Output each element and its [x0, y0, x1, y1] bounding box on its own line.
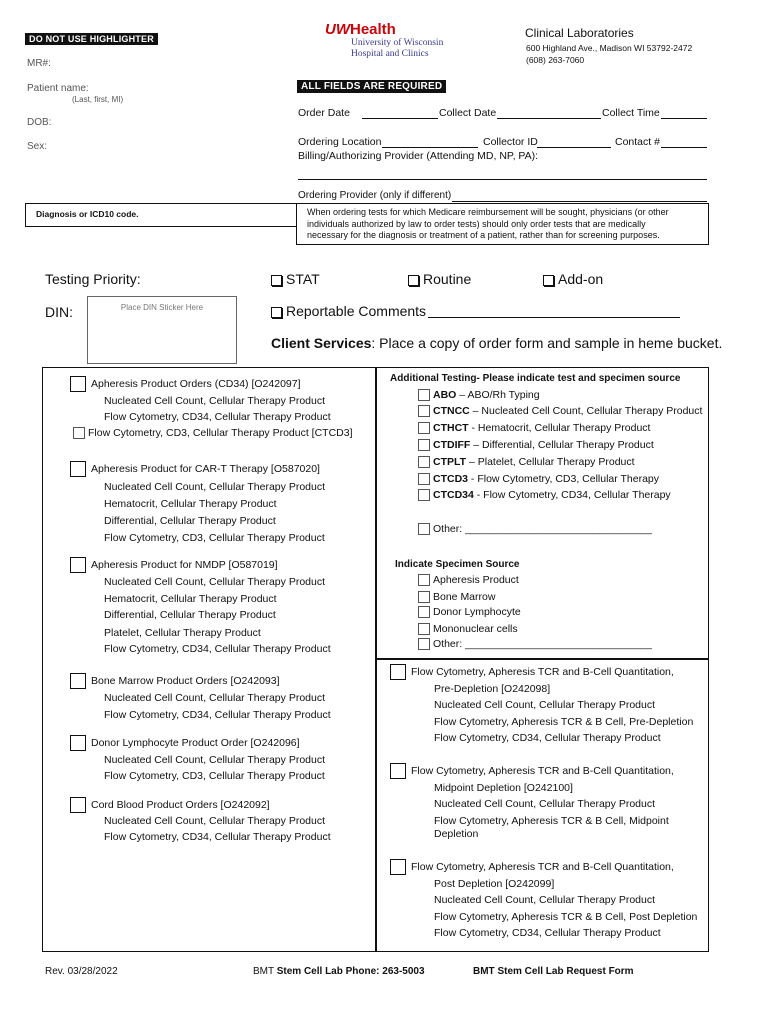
medicare-line-2: individuals authorized by law to order tests) should only order tests that are medically	[307, 218, 646, 229]
additional-testing-title: Additional Testing- Please indicate test and specimen source	[390, 373, 681, 384]
billing-provider-field[interactable]	[298, 179, 707, 180]
abo-text: – ABO/Rh Typing	[456, 389, 540, 401]
order-date-field[interactable]	[362, 118, 438, 119]
ctcd34-option[interactable]	[418, 489, 671, 501]
tcr-post-title-2: Post Depletion [O242099]	[434, 878, 555, 890]
ctncc-text: – Nucleated Cell Count, Cellular Therapy Product	[469, 405, 703, 417]
lab-address: 600 Highland Ave., Madison WI 53792-2472	[526, 43, 693, 53]
ctcd3-test-checkbox[interactable]	[418, 473, 430, 485]
ctdiff-text: – Differential, Cellular Therapy Product	[470, 439, 654, 451]
din-placeholder: Place DIN Sticker Here	[120, 303, 204, 312]
highlighter-warning: DO NOT USE HIGHLIGHTER	[25, 33, 158, 45]
addon-label: Add-on	[558, 271, 604, 287]
reportable-comments[interactable]	[271, 303, 426, 319]
diagnosis-label: Diagnosis or ICD10 code.	[36, 209, 139, 219]
abo-checkbox[interactable]	[418, 389, 430, 401]
ctcd34-code: CTCD34	[433, 489, 474, 501]
ctht-code: CTHCT	[433, 422, 469, 434]
specimen-apheresis[interactable]	[418, 574, 519, 586]
ctcd3-label: Flow Cytometry, CD3, Cellular Therapy Product [CTCD3]	[88, 427, 353, 439]
ctcd3-code: CTCD3	[433, 473, 469, 485]
g2-item: Nucleated Cell Count, Cellular Therapy Product	[104, 481, 326, 493]
addon-checkbox[interactable]	[543, 275, 554, 286]
ordering-provider-label: Ordering Provider (only if different)	[298, 190, 452, 201]
client-services-text: : Place a copy of order form and sample in heme bucket.	[371, 335, 723, 351]
billing-provider-label: Billing/Authorizing Provider (Attending MD, NP, PA):	[298, 150, 539, 162]
uw-health-logo	[325, 22, 443, 60]
g3-item: Nucleated Cell Count, Cellular Therapy Product	[104, 576, 326, 588]
specimen-apheresis-checkbox[interactable]	[418, 574, 430, 586]
g3-item: Flow Cytometry, CD34, Cellular Therapy Product	[104, 643, 331, 655]
ctht-text: - Hematocrit, Cellular Therapy Product	[468, 422, 651, 434]
client-services-title: Client Services	[271, 335, 372, 351]
g4-item: Flow Cytometry, CD34, Cellular Therapy Product	[104, 709, 331, 721]
apheresis-nmdp-checkbox[interactable]	[70, 557, 86, 573]
reportable-comments-field[interactable]	[428, 317, 680, 318]
ctcd34-text: - Flow Cytometry, CD34, Cellular Therapy	[473, 489, 671, 501]
tcr-mid-item: Nucleated Cell Count, Cellular Therapy Product	[434, 798, 656, 810]
apheresis-cart-title: Apheresis Product for CAR-T Therapy [O587020]	[91, 462, 320, 475]
ctplt-text: – Platelet, Cellular Therapy Product	[466, 456, 635, 468]
specimen-other-label: Other: ________________________________	[433, 638, 652, 650]
routine-label: Routine	[423, 271, 472, 287]
stat-option[interactable]	[271, 271, 320, 287]
tcr-pre-title-2: Pre-Depletion [O242098]	[434, 683, 551, 695]
client-services-note	[271, 335, 722, 351]
contact-label: Contact #	[615, 136, 660, 148]
footer-phone-prefix: BMT	[253, 966, 277, 977]
tcr-pre-item: Flow Cytometry, Apheresis TCR & B Cell, Pre-Depletion	[434, 716, 694, 728]
specimen-donor[interactable]	[418, 606, 521, 618]
patient-name-label: Patient name:	[27, 83, 89, 94]
ctplt-code: CTPLT	[433, 456, 467, 468]
ctncc-option[interactable]	[418, 405, 702, 417]
routine-option[interactable]	[408, 271, 471, 287]
g5-item: Nucleated Cell Count, Cellular Therapy Product	[104, 754, 326, 766]
donor-lymphocyte-checkbox[interactable]	[70, 735, 86, 751]
g3-item: Platelet, Cellular Therapy Product	[104, 627, 261, 639]
bone-marrow-order[interactable]	[70, 673, 280, 689]
stat-checkbox[interactable]	[271, 275, 282, 286]
footer-phone-number: Stem Cell Lab Phone: 263-5003	[276, 966, 425, 977]
g2-item: Hematocrit, Cellular Therapy Product	[104, 498, 277, 510]
ctncc-code: CTNCC	[433, 405, 470, 417]
reportable-checkbox[interactable]	[271, 307, 282, 318]
tcr-pre-depletion-order[interactable]	[390, 664, 674, 680]
g2-item: Differential, Cellular Therapy Product	[104, 515, 276, 527]
din-sticker-area[interactable]	[87, 296, 237, 364]
collect-time-label: Collect Time	[602, 107, 660, 119]
g3-item: Differential, Cellular Therapy Product	[104, 609, 276, 621]
routine-checkbox[interactable]	[408, 275, 419, 286]
logo-health: Health	[350, 21, 396, 38]
ctplt-checkbox[interactable]	[418, 456, 430, 468]
ctcd3-checkbox[interactable]	[73, 427, 85, 439]
collect-date-label: Collect Date	[439, 107, 497, 119]
g4-item: Nucleated Cell Count, Cellular Therapy Product	[104, 692, 326, 704]
mr-label: MR#:	[27, 58, 51, 69]
g6-item: Flow Cytometry, CD34, Cellular Therapy Product	[104, 831, 331, 843]
g1-item: Flow Cytometry, CD34, Cellular Therapy Product	[104, 411, 331, 423]
apheresis-cart-order[interactable]	[70, 461, 320, 477]
tcr-midpoint-order[interactable]	[390, 763, 674, 779]
ctplt-option[interactable]	[418, 456, 635, 468]
donor-lymphocyte-order[interactable]	[70, 735, 300, 751]
apheresis-nmdp-order[interactable]	[70, 557, 278, 573]
ctcd3-text: - Flow Cytometry, CD3, Cellular Therapy	[468, 473, 660, 485]
additional-other-option[interactable]	[418, 523, 652, 535]
g2-item: Flow Cytometry, CD3, Cellular Therapy Product	[104, 532, 325, 544]
apheresis-cart-checkbox[interactable]	[70, 461, 86, 477]
reportable-label: Reportable Comments	[286, 303, 427, 319]
specimen-bone-marrow-label: Bone Marrow	[433, 591, 496, 603]
logo-sub1: University of Wisconsin	[351, 38, 444, 48]
ctht-checkbox[interactable]	[418, 422, 430, 434]
cord-blood-title: Cord Blood Product Orders [O242092]	[91, 798, 270, 811]
specimen-other-checkbox[interactable]	[418, 638, 430, 650]
specimen-donor-label: Donor Lymphocyte	[433, 606, 521, 618]
g5-item: Flow Cytometry, CD3, Cellular Therapy Product	[104, 770, 325, 782]
tcr-post-title: Flow Cytometry, Apheresis TCR and B-Cell Quantitation,	[411, 860, 674, 873]
donor-lymphocyte-title: Donor Lymphocyte Product Order [O242096]	[91, 736, 300, 749]
apheresis-cd34-title: Apheresis Product Orders (CD34) [O242097]	[91, 377, 301, 390]
cord-blood-checkbox[interactable]	[70, 797, 86, 813]
bone-marrow-checkbox[interactable]	[70, 673, 86, 689]
ctncc-checkbox[interactable]	[418, 405, 430, 417]
din-label: DIN:	[45, 304, 73, 320]
tcr-pre-item: Flow Cytometry, CD34, Cellular Therapy Product	[434, 732, 661, 744]
contact-field[interactable]	[661, 147, 707, 148]
tcr-post-item: Flow Cytometry, CD34, Cellular Therapy Product	[434, 927, 661, 939]
tcr-post-item: Flow Cytometry, Apheresis TCR & B Cell, Post Depletion	[434, 911, 698, 923]
medicare-notice	[296, 203, 709, 245]
specimen-donor-checkbox[interactable]	[418, 606, 430, 618]
cord-blood-order[interactable]	[70, 797, 270, 813]
ordering-location-label: Ordering Location	[298, 136, 382, 148]
tcr-pre-title: Flow Cytometry, Apheresis TCR and B-Cell Quantitation,	[411, 665, 674, 678]
medicare-line-1: When ordering tests for which Medicare reimbursement will be sought, physicians (or other	[307, 207, 669, 217]
patient-name-hint: (Last, first, MI)	[72, 95, 124, 104]
g1-item: Nucleated Cell Count, Cellular Therapy Product	[104, 395, 326, 407]
collect-time-field[interactable]	[661, 118, 707, 119]
collect-date-field[interactable]	[497, 118, 601, 119]
tcr-pre-item: Nucleated Cell Count, Cellular Therapy Product	[434, 699, 656, 711]
specimen-source-title: Indicate Specimen Source	[395, 559, 520, 570]
ctcd3-addon[interactable]	[73, 427, 353, 439]
collector-id-label: Collector ID	[483, 136, 538, 148]
tcr-mid-item: Flow Cytometry, Apheresis TCR & B Cell, Midpoint	[434, 815, 669, 827]
g3-item: Hematocrit, Cellular Therapy Product	[104, 593, 277, 605]
tcr-post-checkbox[interactable]	[390, 859, 406, 875]
ordering-location-field[interactable]	[382, 147, 478, 148]
tcr-pre-checkbox[interactable]	[390, 664, 406, 680]
logo-uw: UW	[325, 21, 350, 38]
ctcd34-checkbox[interactable]	[418, 489, 430, 501]
apheresis-nmdp-title: Apheresis Product for NMDP [O587019]	[91, 558, 278, 571]
ordering-provider-field[interactable]	[452, 201, 707, 202]
ctdiff-option[interactable]	[418, 439, 654, 451]
specimen-mono-label: Mononuclear cells	[433, 623, 518, 635]
revision-date: Rev. 03/28/2022	[45, 966, 118, 977]
tcr-post-item: Nucleated Cell Count, Cellular Therapy Product	[434, 894, 656, 906]
specimen-mono-checkbox[interactable]	[418, 623, 430, 635]
stat-label: STAT	[286, 271, 320, 287]
lab-phone: (608) 263-7060	[526, 55, 585, 65]
specimen-apheresis-label: Apheresis Product	[433, 574, 519, 586]
product-orders-panel	[42, 367, 377, 952]
ctdiff-checkbox[interactable]	[418, 439, 430, 451]
order-date-label: Order Date	[298, 107, 350, 119]
testing-priority-label: Testing Priority:	[45, 271, 141, 287]
tcr-mid-checkbox[interactable]	[390, 763, 406, 779]
medicare-line-3: necessary for the diagnosis or treatment of a patient, rather than for screening purposes.	[307, 230, 660, 240]
g6-item: Nucleated Cell Count, Cellular Therapy Product	[104, 815, 326, 827]
ctcd3-option[interactable]	[418, 473, 659, 485]
diagnosis-box[interactable]	[25, 203, 297, 227]
specimen-other[interactable]	[418, 638, 652, 650]
apheresis-cd34-order[interactable]	[70, 376, 301, 392]
tcr-mid-title-2: Midpoint Depletion [O242100]	[434, 782, 573, 794]
dob-label: DOB:	[27, 117, 52, 128]
bone-marrow-title: Bone Marrow Product Orders [O242093]	[91, 674, 280, 687]
ctht-option[interactable]	[418, 422, 650, 434]
sex-label: Sex:	[27, 141, 48, 152]
tcr-post-depletion-order[interactable]	[390, 859, 674, 875]
specimen-bone-marrow-checkbox[interactable]	[418, 591, 430, 603]
additional-other-label: Other: ________________________________	[433, 523, 652, 535]
specimen-bone-marrow[interactable]	[418, 591, 495, 603]
tcr-mid-item: Depletion	[434, 828, 479, 840]
tcr-mid-title: Flow Cytometry, Apheresis TCR and B-Cell Quantitation,	[411, 764, 674, 777]
collector-id-field[interactable]	[537, 147, 611, 148]
specimen-mono[interactable]	[418, 623, 518, 635]
additional-other-checkbox[interactable]	[418, 523, 430, 535]
lab-name: Clinical Laboratories	[525, 26, 634, 40]
apheresis-cd34-checkbox[interactable]	[70, 376, 86, 392]
abo-code: ABO	[433, 389, 457, 401]
ctdiff-code: CTDIFF	[433, 439, 471, 451]
lab-phone-footer	[253, 966, 425, 977]
abo-option[interactable]	[418, 389, 540, 401]
logo-sub2: Hospital and Clinics	[351, 49, 429, 59]
form-title: BMT Stem Cell Lab Request Form	[473, 966, 634, 977]
addon-option[interactable]	[543, 271, 603, 287]
all-fields-required: ALL FIELDS ARE REQUIRED	[297, 80, 446, 93]
